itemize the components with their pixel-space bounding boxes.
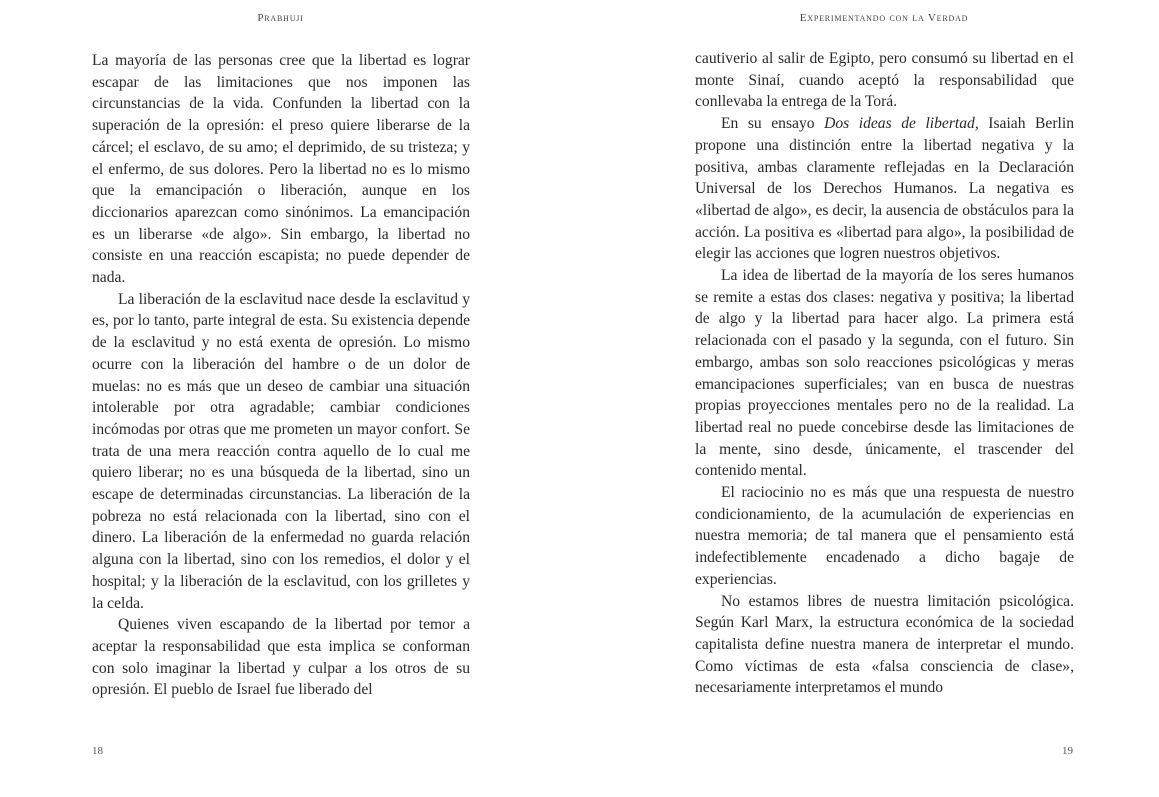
body-paragraph: La liberación de la esclavitud nace desde la esclavitud y es, por lo tanto, parte integral de esta. Su existencia depende de la esclavitud y no está exenta de opresión. Lo mismo ocurre con la liberación del hambre o de un dolor de muelas: no es más que un deseo de cambiar una situación intolerable por otra agradable; cambiar condiciones incómodas por otras que me prometen un mayor confort. Se trata de una mera reacción contra aquello de lo cual me quiero liberar; no es una búsqueda de la libertad, sino un escape de determinadas circunstancias. La liberación de la pobreza no está relacionada con la libertad, sino con el dinero. La liberación de la enfermedad no guarda relación alguna con la libertad, sino con los remedios, el dolor y el hospital; y la liberación de la esclavitud, con los grilletes y la celda. bbox=[92, 290, 470, 612]
body-paragraph: La mayoría de las personas cree que la libertad es lograr escapar de las limitaciones que nos imponen las circunstancias de la vida. Confunden la libertad con la superación de la opresión: el preso quiere liberarse de la cárcel; el esclavo, de su amo; el deprimido, de su tristeza; y el enfermo, de sus dolores. Pero la libertad no es lo mismo que la emancipación o liberación, aunque en los diccionarios aparezcan como sinónimos. La emancipación es un liberarse «de algo». Sin embargo, la libertad no consiste en una reacción escapista; no puede depender de nada. bbox=[92, 52, 470, 287]
text-run: Isaiah Berlin propone una distinción entre la libertad negativa y la positiva, ambas claramente reflejadas en la Declaración Universal de los Derechos Humanos. La negativa es «libertad de algo», es decir, la ausencia de obstáculos para la acción. La positiva es «libertad para algo», la posibilidad de elegir las acciones que logren nuestros objetivos. bbox=[695, 115, 1075, 263]
essay-title: Dos ideas de libertad, bbox=[824, 115, 979, 133]
left-page-body bbox=[92, 50, 470, 701]
body-paragraph-continued: cautiverio al salir de Egipto, pero consumó su libertad en el monte Sinaí, cuando aceptó la responsabilidad que conllevaba la entrega de la Torá. bbox=[695, 50, 1074, 111]
body-paragraph: No estamos libres de nuestra limitación psicológica. Según Karl Marx, la estructura económica de la sociedad capitalista define nuestra manera de interpretar el mundo. Como víctimas de esta «falsa consciencia de clase», necesariamente interpretamos el mundo bbox=[695, 592, 1074, 697]
body-paragraph: Quienes viven escapando de la libertad por temor a aceptar la responsabilidad que esta implica se conforman con solo imaginar la libertad y culpar a los otros de su opresión. El pueblo de Israel fue liberado del bbox=[92, 616, 470, 699]
page-number: 18 bbox=[92, 745, 103, 757]
right-page-body bbox=[695, 48, 1074, 699]
running-head-author: Prabhuji bbox=[257, 12, 304, 24]
body-paragraph-berlin bbox=[695, 113, 1074, 265]
text-run: En su ensayo bbox=[721, 115, 825, 133]
left-page bbox=[0, 0, 560, 797]
body-paragraph: El raciocinio no es más que una respuesta de nuestro condicionamiento, de la acumulación de experiencias en nuestra memoria; de tal manera que el pensamiento está indefectiblemente encadenado a dicho bagaje de experiencias. bbox=[695, 484, 1074, 588]
right-page bbox=[580, 0, 1159, 797]
page-number: 19 bbox=[1062, 745, 1073, 757]
running-head-title: Experimentando con la Verdad bbox=[799, 12, 969, 24]
body-paragraph: La idea de libertad de la mayoría de los seres humanos se remite a estas dos clases: negativa y positiva; la libertad de algo y la libertad para hacer algo. La primera está relacionada con el pasado y la segunda, con el futuro. Sin embargo, ambas son solo reacciones psicológicas y meras emancipaciones superficiales; van en busca de nuestras propias proyecciones mentales pero no de la realidad. La libertad real no puede concebirse desde las limitaciones de la mente, sino desde, únicamente, el trascender del contenido mental. bbox=[695, 267, 1074, 480]
